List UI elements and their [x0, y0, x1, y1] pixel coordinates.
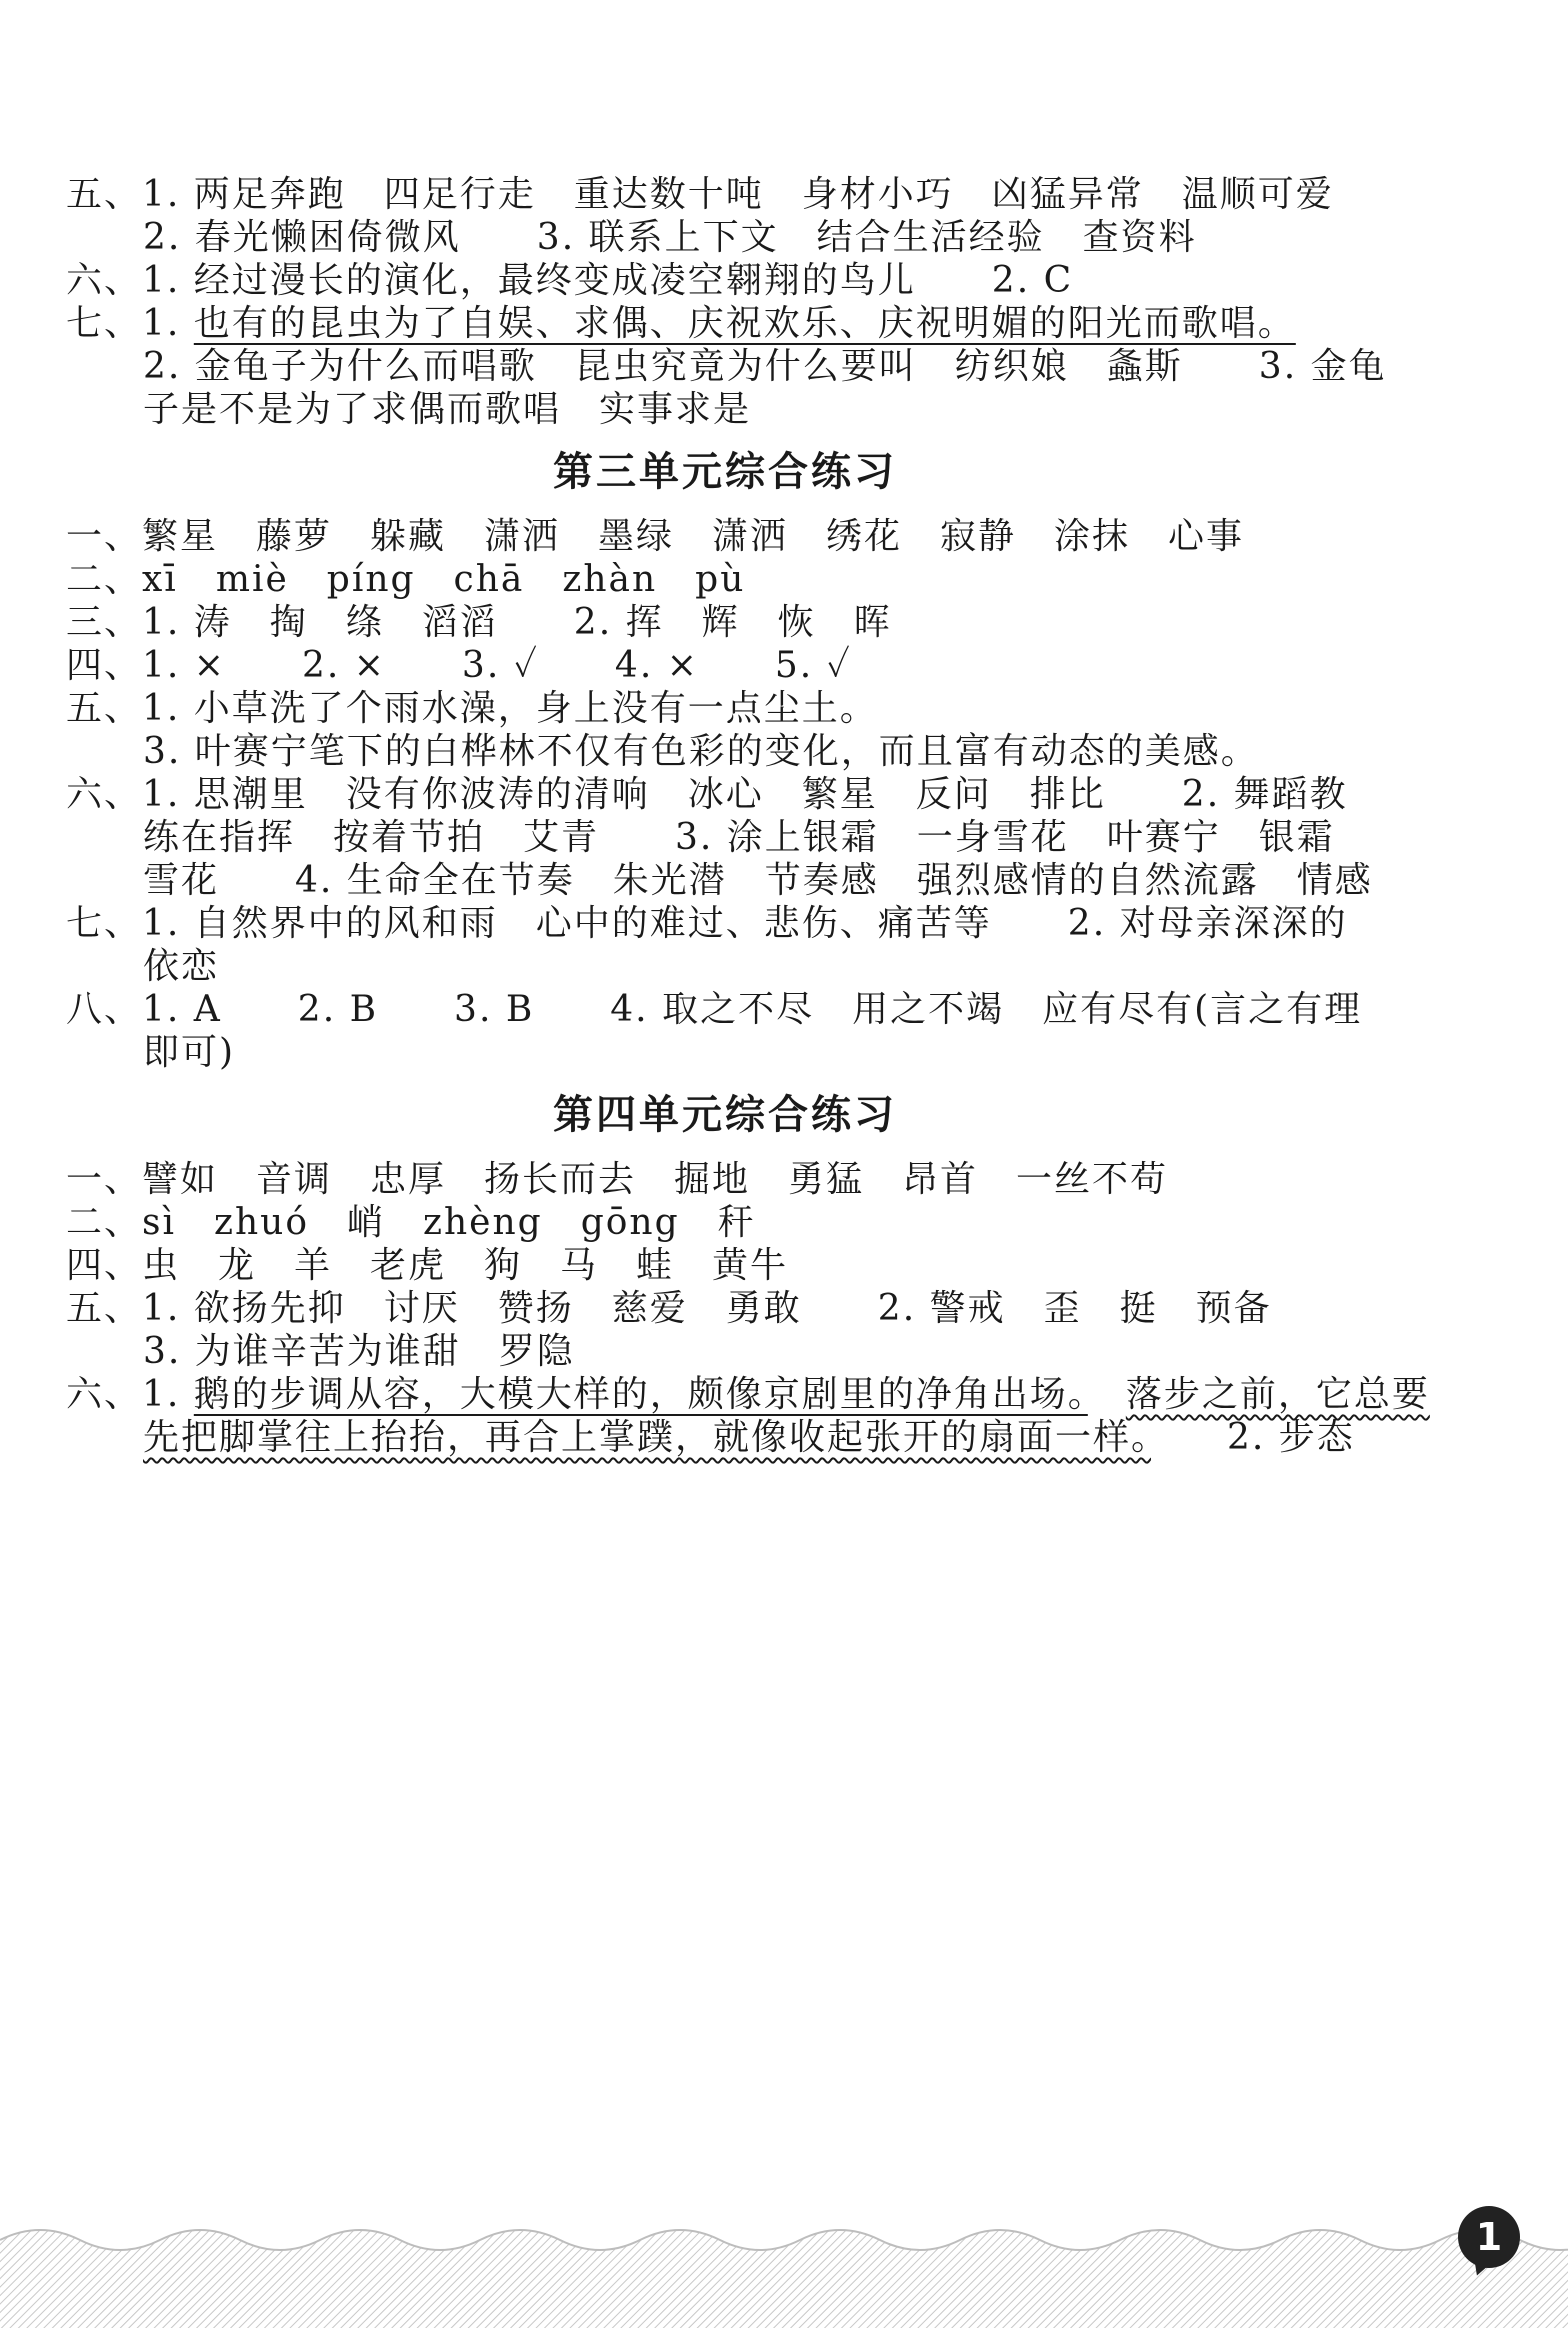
underlined-answer: 也有的昆虫为了自娱、求偶、庆祝欢乐、庆祝明媚的阳光而歌唱。 — [193, 303, 1296, 344]
question-number: 六、1. — [66, 1374, 194, 1415]
answer-tail: 2. 步态 — [1151, 1417, 1355, 1458]
answer-line: 3. 为谁辛苦为谁甜 罗隐 — [143, 1331, 575, 1372]
section-title-unit4: 第四单元综合练习 — [553, 1092, 897, 1138]
answer-line: 依恋 — [143, 946, 220, 987]
answer-line: 二、xī miè píng chā zhàn pù — [66, 559, 746, 600]
answer-line: 七、1. 自然界中的风和雨 心中的难过、悲伤、痛苦等 2. 对母亲深深的 — [66, 903, 1348, 944]
answer-line: 三、1. 涛 掏 绦 滔滔 2. 挥 辉 恢 晖 — [66, 602, 892, 643]
answer-line: 子是不是为了求偶而歌唱 实事求是 — [143, 389, 752, 430]
answer-line: 六、1. 经过漫长的演化，最终变成凌空翱翔的鸟儿 2. C — [66, 260, 1074, 301]
question-number: 七、1. — [66, 303, 194, 344]
answer-line: 即可) — [143, 1032, 236, 1073]
answer-line: 3. 叶赛宁笔下的白桦林不仅有色彩的变化，而且富有动态的美感。 — [143, 731, 1259, 772]
section-title-unit3: 第三单元综合练习 — [553, 449, 897, 495]
answer-line: 五、1. 小草洗了个雨水澡，身上没有一点尘土。 — [66, 688, 878, 729]
page-number-badge: 1 — [1458, 2206, 1520, 2268]
answer-line: 2. 春光懒困倚微风 3. 联系上下文 结合生活经验 查资料 — [143, 217, 1197, 258]
answer-line: 2. 金龟子为什么而唱歌 昆虫究竟为什么要叫 纺织娘 螽斯 3. 金龟 — [143, 346, 1387, 387]
answer-line: 四、1. × 2. × 3. ✓ 4. × 5. ✓ — [66, 645, 852, 686]
answer-line: 雪花 4. 生命全在节奏 朱光潜 节奏感 强烈感情的自然流露 情感 — [143, 860, 1373, 901]
answer-line — [143, 1406, 1473, 1470]
answer-line: 五、1. 欲扬先抑 讨厌 赞扬 慈爱 勇敢 2. 警戒 歪 挺 预备 — [66, 1288, 1272, 1329]
wavy-underlined-answer: 先把脚掌往上抬抬，再合上掌蹼，就像收起张开的扇面一样。 — [143, 1417, 1152, 1458]
answer-line: 一、譬如 音调 忠厚 扬长而去 掘地 勇猛 昂首 一丝不苟 — [66, 1159, 1169, 1200]
answer-line: 五、1. 两足奔跑 四足行走 重达数十吨 身材小巧 凶猛异常 温顺可爱 — [66, 174, 1334, 215]
wavy-underlined-answer: 落步之前，它总要 — [1125, 1374, 1430, 1415]
answer-line: 一、繁星 藤萝 躲藏 潇洒 墨绿 潇洒 绣花 寂静 涂抹 心事 — [66, 516, 1245, 557]
underlined-answer: 鹅的步调从容，大模大样的，颇像京剧里的净角出场。 — [193, 1374, 1088, 1415]
answer-line: 八、1. A 2. B 3. B 4. 取之不尽 用之不竭 应有尽有(言之有理 — [66, 989, 1363, 1030]
answer-line: 四、虫 龙 羊 老虎 狗 马 蛙 黄牛 — [66, 1245, 789, 1286]
answer-line: 六、1. 思潮里 没有你波涛的清响 冰心 繁星 反问 排比 2. 舞蹈教 — [66, 774, 1348, 815]
answer-line: 二、sì zhuó 峭 zhèng gōng 秆 — [66, 1202, 756, 1243]
footer-wave-band — [0, 2210, 1568, 2328]
answer-line: 练在指挥 按着节拍 艾青 3. 涂上银霜 一身雪花 叶赛宁 银霜 — [143, 817, 1335, 858]
